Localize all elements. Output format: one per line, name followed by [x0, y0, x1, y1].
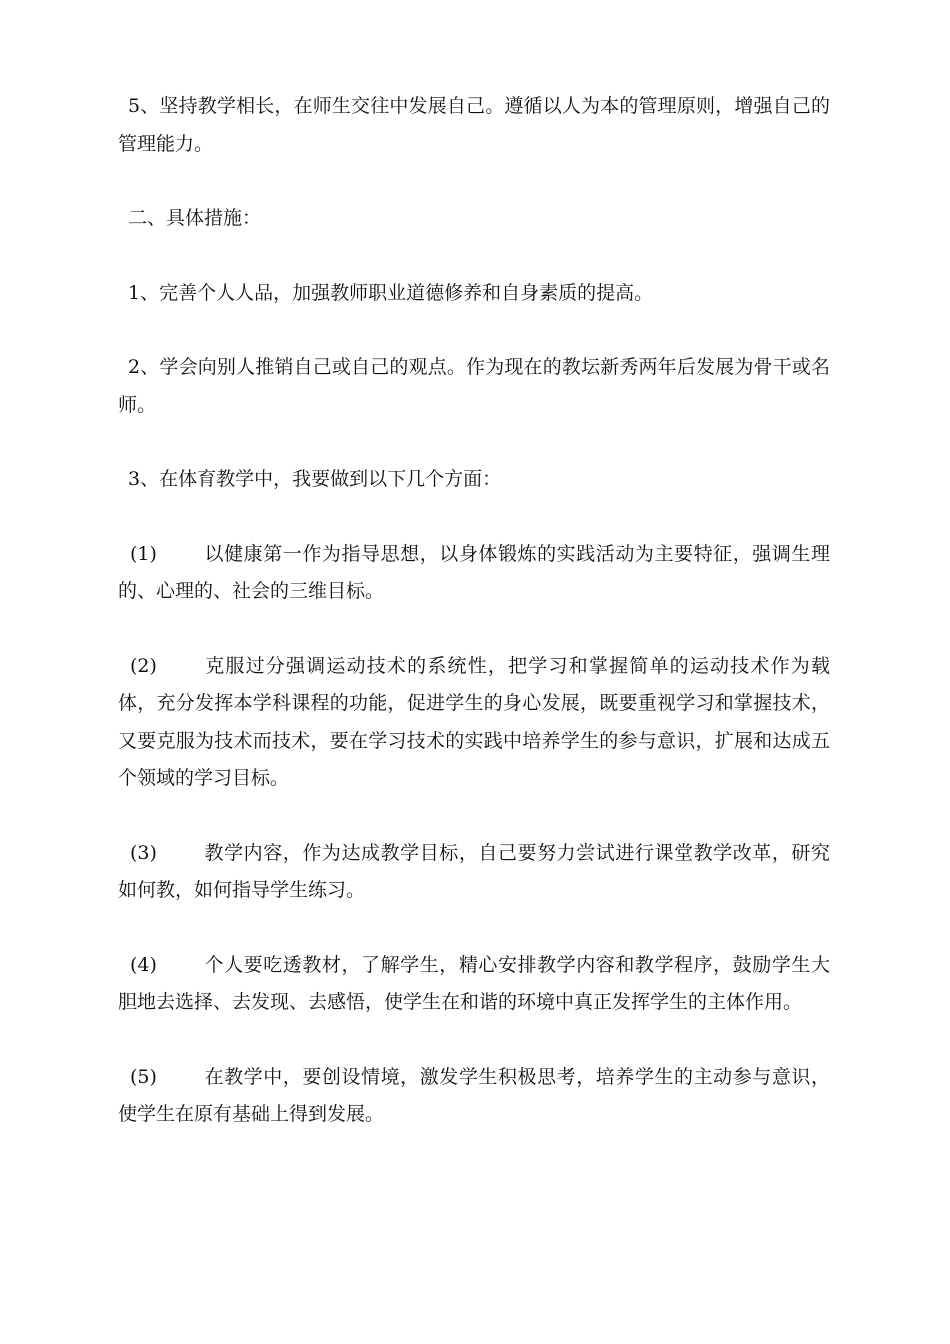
measure-item-2: 2、学会向别人推销自己或自己的观点。作为现在的教坛新秀两年后发展为骨干或名师。: [118, 356, 830, 416]
sub-item-3: [118, 835, 830, 910]
measure-item-3: 3、在体育教学中，我要做到以下几个方面：: [128, 468, 502, 490]
sub-item-1: [118, 536, 830, 611]
paragraph-item-5: 5、坚持教学相长，在师生交往中发展自己。遵循以人为本的管理原则，增强自己的管理能力。: [118, 95, 830, 155]
sub-item-4: [118, 947, 830, 1022]
document-page: [118, 88, 830, 1171]
section-heading-measures: 二、具体措施：: [128, 207, 262, 229]
sub-item-text: 克服过分强调运动技术的系统性，把学习和掌握简单的运动技术作为载体，充分发挥本学科课程的功能，促进学生的身心发展，既要重视学习和掌握技术，又要克服为技术而技术，要在学习技术的实践中培养学生的参与意识，扩展和达成五个领域的学习目标。: [118, 654, 830, 789]
sub-item-text: 以健康第一作为指导思想，以身体锻炼的实践活动为主要特征，强调生理的、心理的、社会的三维目标。: [118, 542, 830, 602]
sub-item-number: (2): [130, 654, 157, 677]
measure-item-1: 1、完善个人人品，加强教师职业道德修养和自身素质的提高。: [128, 281, 654, 304]
sub-item-2: [118, 648, 830, 798]
sub-item-number: (3): [130, 841, 157, 864]
sub-item-5: [118, 1059, 830, 1134]
sub-item-text: 在教学中，要创设情境，激发学生积极思考，培养学生的主动参与意识，使学生在原有基础上得到发展。: [118, 1065, 830, 1125]
sub-item-text: 教学内容，作为达成教学目标，自己要努力尝试进行课堂教学改革，研究如何教，如何指导学生练习。: [118, 841, 830, 901]
sub-item-number: (4): [130, 953, 157, 976]
sub-item-text: 个人要吃透教材，了解学生，精心安排教学内容和教学程序，鼓励学生大胆地去选择、去发现、去感悟，使学生在和谐的环境中真正发挥学生的主体作用。: [118, 953, 830, 1013]
sub-item-number: (1): [130, 542, 157, 565]
sub-item-number: (5): [130, 1065, 157, 1088]
